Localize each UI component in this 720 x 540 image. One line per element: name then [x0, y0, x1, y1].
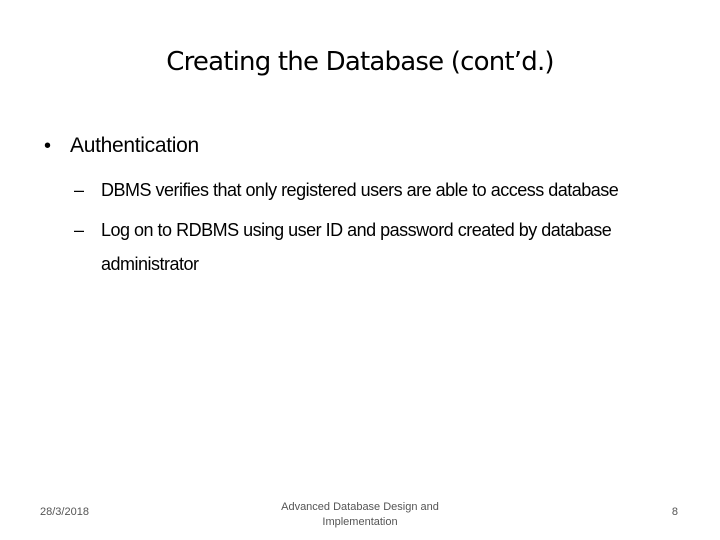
sub-bullet-text: DBMS verifies that only registered users are able to access database — [101, 180, 619, 200]
slide-title: Creating the Database (cont’d.) — [166, 47, 554, 77]
sub-bullet-dash: – — [74, 180, 85, 200]
sub-bullet-text: Log on to RDBMS using user ID and password created by database administrator — [101, 220, 612, 274]
sub-bullet-dash: – — [74, 220, 85, 240]
footer-date: 28/3/2018 — [40, 506, 89, 518]
footer-page-number: 8 — [671, 506, 678, 518]
footer-course-title: Advanced Database Design and Implementation — [281, 501, 439, 528]
bullet-dot: • — [44, 135, 52, 157]
bullet-text: Authentication — [70, 134, 199, 157]
